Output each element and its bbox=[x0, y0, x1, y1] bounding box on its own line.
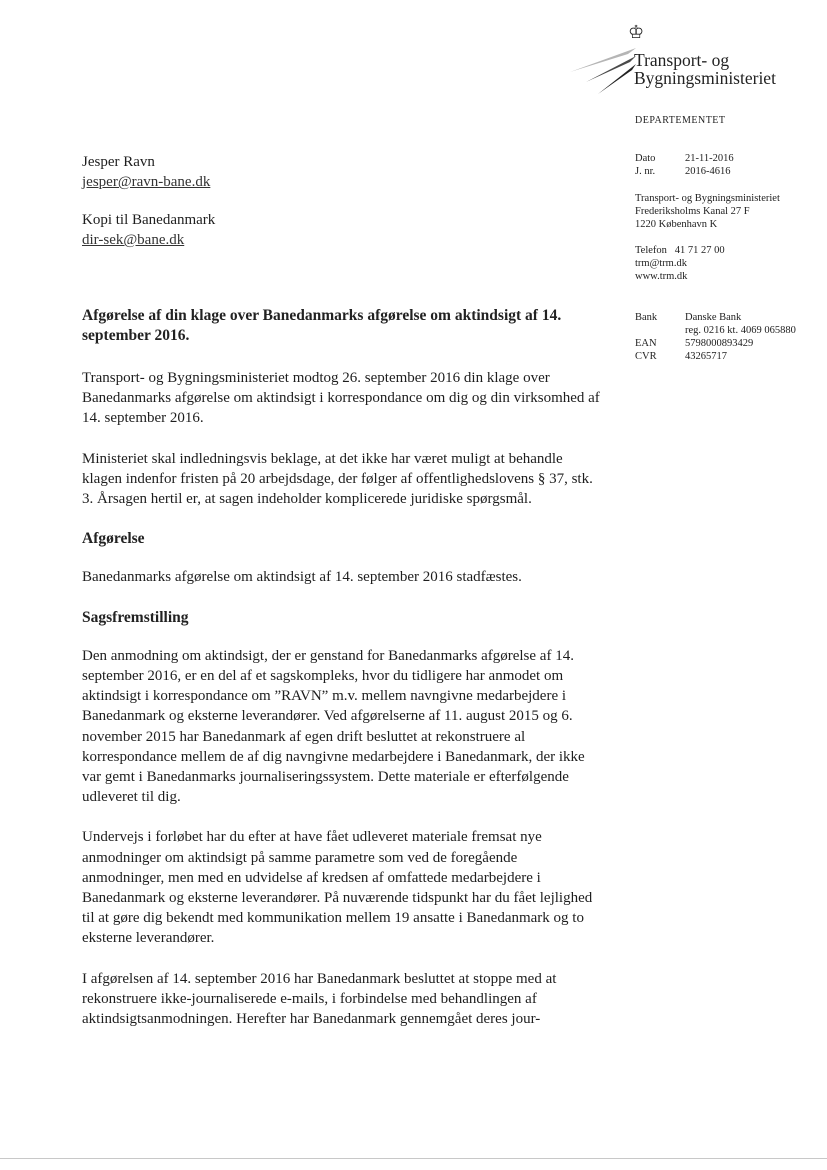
meta-value: 2016-4616 bbox=[685, 166, 731, 177]
intro-paragraph: Ministeriet skal indledningsvis beklage, at det ikke har været muligt at behandle klagen indenfor fristen på 20 arbejdsdage, der følger af offentlighedslovens § 37, stk. 3. Årsagen hertil er, at sagen indeholder komplicerede juridiske spørgsmål. bbox=[82, 450, 593, 508]
copy-recipient-email-link[interactable]: dir-sek@bane.dk bbox=[82, 232, 185, 248]
meta-label: Dato bbox=[635, 153, 656, 164]
contact-email: trm@trm.dk bbox=[635, 258, 687, 269]
copy-recipient-label: Kopi til Banedanmark bbox=[82, 212, 216, 228]
recipient-name: Jesper Ravn bbox=[82, 154, 155, 170]
facts-paragraph: Undervejs i forløbet har du efter at have fået udleveret materiale fremsat nye anmodninger om aktindsigt på samme parametre som ved de foregående anmodninger, men med en udvidelse af kredsen af omfattede medarbejdere i Banedanmark og eksterne leverandører. På nuværende tidspunkt har du fået lejlighed til at gøre dig bekendt med kommunikation mellem 19 ansatte i Banedanmark og to eksterne leverandører. bbox=[82, 829, 593, 947]
ministry-name-line1: Transport- og bbox=[634, 50, 730, 70]
recipients bbox=[82, 152, 215, 250]
meta-value: 21-11-2016 bbox=[685, 153, 734, 164]
phone-number: 41 71 27 00 bbox=[674, 245, 725, 256]
letter-title: Afgørelse af din klage over Banedanmarks afgørelse om aktindsigt af 14. september 2016. bbox=[82, 307, 562, 344]
meta-row-date bbox=[635, 152, 734, 165]
meta-row-case-number bbox=[635, 165, 734, 178]
decision-heading: Afgørelse bbox=[82, 530, 145, 548]
contact-info bbox=[635, 244, 725, 283]
ministry-logo bbox=[568, 22, 808, 92]
address-line: 1220 København K bbox=[635, 219, 718, 230]
facts-heading: Sagsfremstilling bbox=[82, 608, 189, 626]
ministry-address bbox=[635, 192, 780, 231]
bank-value: 5798000893429 bbox=[685, 338, 754, 349]
phone-label: Telefon bbox=[635, 245, 667, 256]
bank-row bbox=[635, 337, 796, 350]
meta-label: J. nr. bbox=[635, 166, 656, 177]
bank-value: 43265717 bbox=[685, 351, 727, 362]
address-line: Frederiksholms Kanal 27 F bbox=[635, 206, 750, 217]
bank-info bbox=[635, 311, 796, 363]
phone-line bbox=[635, 244, 725, 257]
bank-value: Danske Bank bbox=[685, 312, 742, 323]
bank-label: CVR bbox=[635, 351, 657, 362]
ministry-name-line2: Bygningsministeriet bbox=[634, 68, 776, 88]
address-line: Transport- og Bygningsministeriet bbox=[635, 193, 780, 204]
case-meta bbox=[635, 152, 734, 178]
bank-row bbox=[635, 350, 796, 363]
page-bottom-divider bbox=[0, 1158, 827, 1159]
bank-row bbox=[635, 324, 796, 337]
letter-body bbox=[82, 306, 602, 1049]
bank-value: reg. 0216 kt. 4069 065880 bbox=[685, 325, 796, 336]
department-label: DEPARTEMENTET bbox=[635, 115, 726, 126]
crown-icon: ♔ bbox=[628, 22, 645, 42]
bank-label: EAN bbox=[635, 338, 657, 349]
decision-paragraph: Banedanmarks afgørelse om aktindsigt af 14. september 2016 stadfæstes. bbox=[82, 569, 522, 586]
facts-paragraph: Den anmodning om aktindsigt, der er genstand for Banedanmarks afgørelse af 14. september 2016, er en del af et sagskompleks, hvor du tidligere har anmodet om aktindsigt i korrespondance om ”RAVN” m.v. mellem navngivne medarbejdere i Banedanmark og eksterne leverandører. Ved afgørelserne af 11. august 2015 og 6. november 2015 har Banedanmark af egen drift besluttet at rekonstruere al korrespondance mellem de af dig navngivne medarbejdere i Banedanmark, der ikke var gemt i Banedanmarks journaliseringssystem. Dette materiale er efterfølgende udleveret til dig. bbox=[82, 647, 585, 806]
bank-row bbox=[635, 311, 796, 324]
facts-paragraph: I afgørelsen af 14. september 2016 har Banedanmark besluttet at stoppe med at rekonstruere ikke-journaliserede e-mails, i forbindelse med behandlingen af aktindsigtsanmodningen. Herefter har Banedanmark gennemgået deres jour- bbox=[82, 970, 557, 1028]
bank-label: Bank bbox=[635, 312, 658, 323]
bank-label bbox=[635, 324, 685, 337]
intro-paragraph: Transport- og Bygningsministeriet modtog 26. september 2016 din klage over Banedanmarks afgørelse om aktindsigt i korrespondance om dig og din virksomhed af 14. september 2016. bbox=[82, 370, 600, 427]
recipient-email-link[interactable]: jesper@ravn-bane.dk bbox=[82, 174, 211, 190]
road-logo-icon bbox=[568, 42, 638, 102]
contact-website: www.trm.dk bbox=[635, 271, 688, 282]
